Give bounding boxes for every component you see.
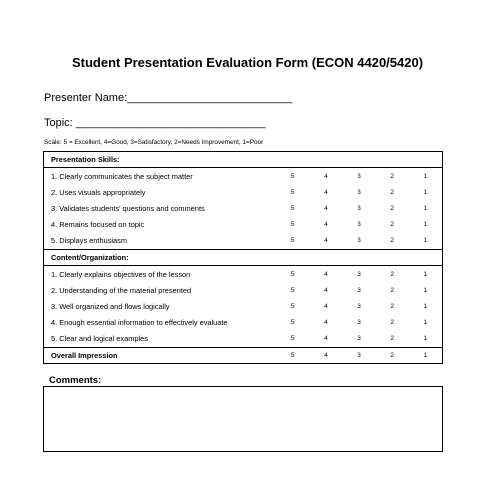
score-option[interactable]: 4 [324, 237, 328, 245]
evaluation-table [43, 151, 443, 364]
score-option[interactable]: 5 [276, 347, 309, 363]
form-title: Student Presentation Evaluation Form (ECON 4420/5420) [71, 55, 424, 70]
criterion-row [44, 217, 443, 233]
score-option[interactable]: 1 [423, 237, 428, 245]
score-option[interactable]: 3 [357, 270, 361, 278]
score-option[interactable]: 2 [390, 237, 394, 245]
criterion-label: 3. Validates students' questions and comments [51, 203, 205, 213]
section-heading: Presentation Skills: [44, 152, 443, 168]
score-option[interactable]: 2 [376, 347, 409, 363]
section-heading: Content/Organization: [44, 249, 443, 265]
score-option[interactable]: 3 [357, 335, 361, 343]
score-option[interactable]: 2 [390, 286, 394, 294]
score-option[interactable]: 1 [423, 286, 428, 294]
score-option[interactable]: 1 [423, 172, 428, 180]
topic-field[interactable]: Topic: _______________________________ [44, 117, 266, 129]
criterion-row [44, 298, 443, 314]
score-option[interactable]: 4 [324, 188, 328, 196]
comments-label: Comments: [49, 375, 102, 386]
score-option[interactable]: 1 [423, 335, 428, 343]
criterion-label: 5. Displays enthusiasm [51, 236, 127, 246]
overall-impression-label: Overall Impression [44, 347, 277, 363]
criterion-label: 1. Clearly communicates the subject matter [51, 171, 193, 181]
score-option[interactable]: 1 [423, 188, 428, 196]
score-option[interactable]: 5 [290, 319, 295, 327]
criterion-row [44, 265, 443, 282]
score-option[interactable]: 1 [409, 347, 443, 363]
score-option[interactable]: 1 [423, 302, 428, 310]
score-option[interactable]: 2 [390, 204, 394, 212]
score-option[interactable]: 5 [290, 302, 295, 310]
comments-box[interactable] [43, 386, 443, 452]
section-header-row [44, 152, 443, 168]
score-option[interactable]: 3 [357, 286, 361, 294]
criterion-row [44, 200, 443, 216]
score-option[interactable]: 5 [290, 188, 295, 196]
criterion-label: 4. Remains focused on topic [51, 220, 145, 230]
section-header-row [44, 249, 443, 265]
score-option[interactable]: 1 [423, 221, 428, 229]
score-option[interactable]: 5 [290, 221, 295, 229]
score-option[interactable]: 5 [290, 204, 295, 212]
criterion-row [44, 331, 443, 348]
score-option[interactable]: 2 [390, 221, 394, 229]
score-option[interactable]: 4 [324, 204, 328, 212]
score-option[interactable]: 4 [324, 270, 328, 278]
score-option[interactable]: 1 [423, 204, 428, 212]
criterion-label: 3. Well organized and flows logically [51, 301, 170, 311]
score-option[interactable]: 2 [390, 172, 394, 180]
score-option[interactable]: 3 [357, 319, 361, 327]
score-option[interactable]: 5 [290, 237, 295, 245]
score-option[interactable]: 3 [342, 347, 375, 363]
criterion-row [44, 315, 443, 331]
score-option[interactable]: 4 [309, 347, 342, 363]
score-option[interactable]: 3 [357, 221, 361, 229]
criterion-row [44, 184, 443, 200]
score-option[interactable]: 3 [357, 302, 361, 310]
criterion-label: 1. Clearly explains objectives of the lesson [51, 269, 191, 279]
score-option[interactable]: 5 [290, 270, 295, 278]
score-option[interactable]: 3 [357, 237, 361, 245]
score-option[interactable]: 2 [390, 270, 394, 278]
presenter-name-field[interactable]: Presenter Name:___________________________ [44, 92, 293, 104]
score-option[interactable]: 3 [357, 204, 361, 212]
score-option[interactable]: 2 [390, 188, 394, 196]
score-option[interactable]: 3 [357, 188, 361, 196]
criterion-row [44, 233, 443, 250]
criterion-label: 4. Enough essential information to effectively evaluate [51, 318, 228, 328]
score-option[interactable]: 1 [423, 270, 428, 278]
overall-impression-row [44, 347, 443, 363]
score-option[interactable]: 1 [423, 319, 428, 327]
score-option[interactable]: 5 [290, 335, 295, 343]
score-option[interactable]: 5 [290, 286, 295, 294]
criterion-row [44, 282, 443, 298]
score-option[interactable]: 4 [324, 221, 328, 229]
score-option[interactable]: 2 [390, 335, 394, 343]
criterion-label: 5. Clear and logical examples [51, 334, 148, 344]
score-option[interactable]: 2 [390, 302, 394, 310]
criterion-row [44, 168, 443, 185]
score-option[interactable]: 4 [324, 319, 328, 327]
score-option[interactable]: 4 [324, 335, 328, 343]
score-option[interactable]: 5 [290, 172, 295, 180]
criterion-label: 2. Understanding of the material presented [51, 285, 192, 295]
scale-legend: Scale: 5 = Excellent, 4=Good, 3=Satisfactory, 2=Needs Improvement, 1=Poor [44, 139, 264, 146]
criterion-label: 2. Uses visuals appropriately [51, 187, 146, 197]
score-option[interactable]: 4 [324, 286, 328, 294]
score-option[interactable]: 2 [390, 319, 394, 327]
score-option[interactable]: 4 [324, 172, 328, 180]
score-option[interactable]: 4 [324, 302, 328, 310]
score-option[interactable]: 3 [357, 172, 361, 180]
